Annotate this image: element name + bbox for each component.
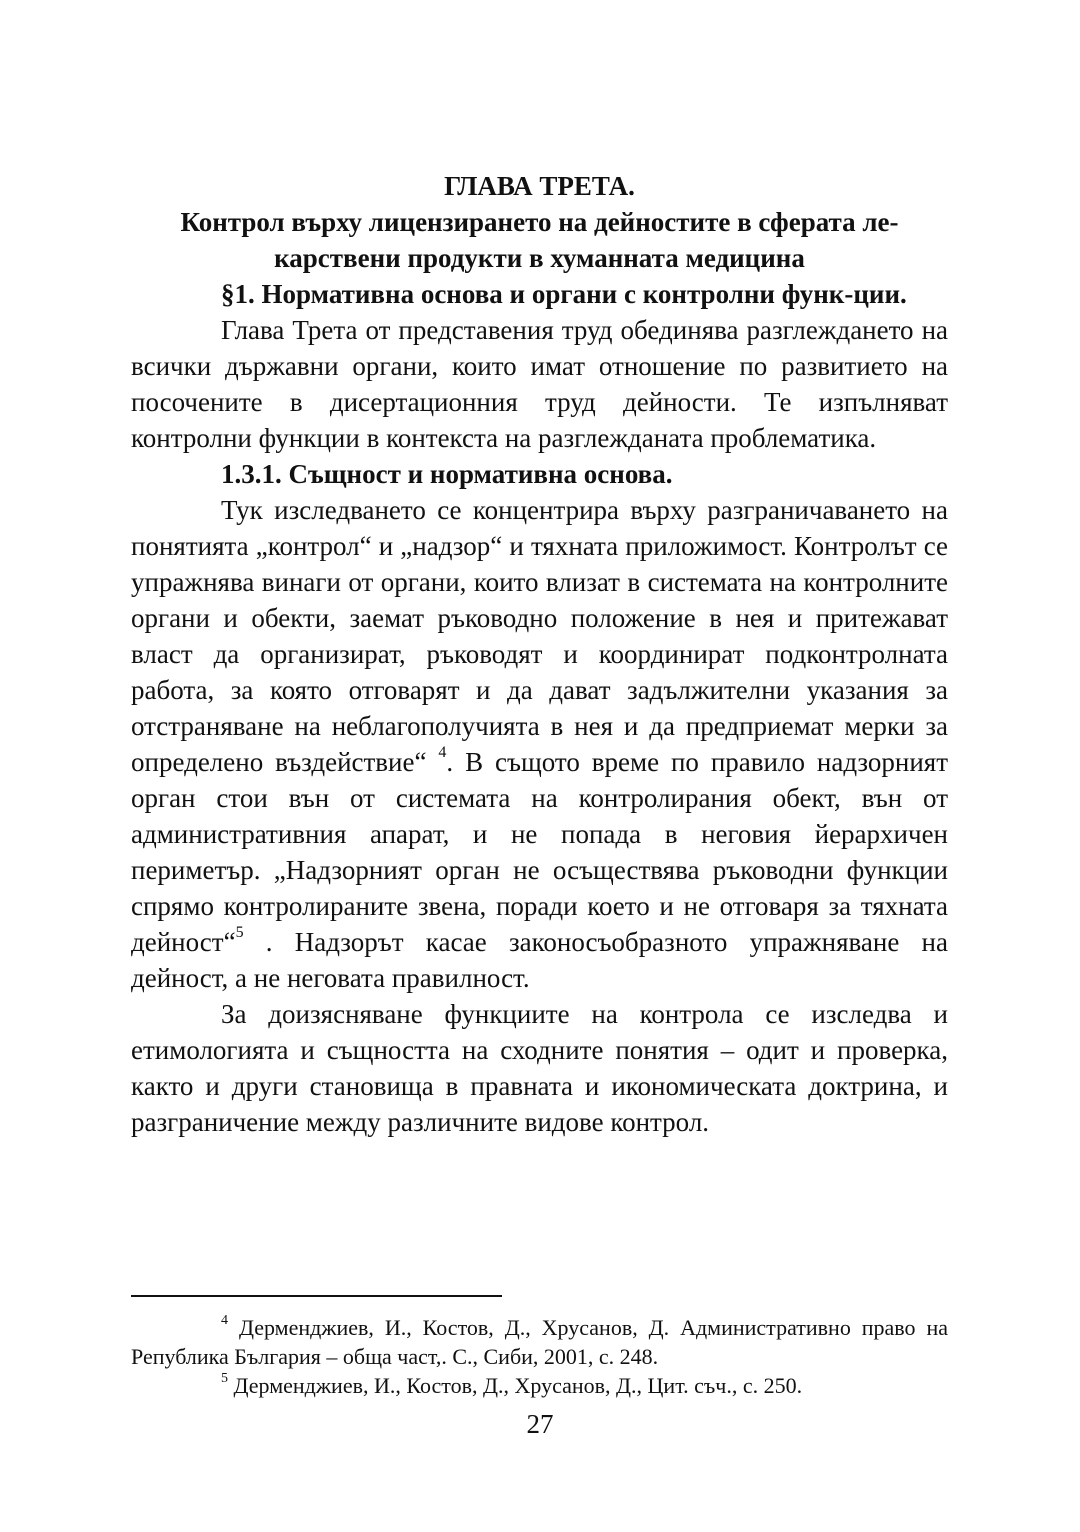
footnote-text: Дерменджиев, И., Костов, Д., Хрусанов, Д. Административно право на Република България – обща част,. С., Сиби, 2001, с. 248. (131, 1315, 948, 1369)
paragraph2-part1: Тук изследването се концентрира върху разграничаването на понятията „контрол“ и „надзор“ и тяхната приложимост. Контролът се упражнява винаги от органи, които влизат в системата на контролните органи и обекти, заемат ръководно положение в нея и притежават власт да организират, ръководят и координират подконтролната работа, за която отговарят и да дават задължителни указания за отстраняване на неблагополучията в нея и да предприемат мерки за определено въздействие“ (131, 495, 948, 777)
chapter-title: ГЛАВА ТРЕТА. (444, 171, 635, 201)
paragraph-clarification: За доизясняване функциите на контрола се изследва и етимологията и същността на сходните понятия – одит и проверка, както и други становища в правната и икономическата доктрина, и разграничение между различните видове контрол. (131, 999, 948, 1137)
chapter-subtitle-line1: Контрол върху лицензирането на дейностите в сферата ле- (180, 207, 899, 237)
footnotes (131, 1313, 948, 1400)
paragraph-intro: Глава Трета от представения труд обединява разглеждането на всички държавни органи, които имат отношение по развитието на посочените в дисертационния труд дейности. Те изпълняват контролни функции в контекста на разглежданата проблематика. (131, 315, 948, 453)
footnote-number: 5 (221, 1370, 228, 1386)
paragraph2-part2: . В същото време по правило надзорният орган стои вън от системата на контролирания обект, вън от административния апарат, и не попада в неговия йерархичен периметър. „Надзорният орган не осъществява ръководни функции спрямо контролираните звена, поради което и не отговаря за тяхната дейност“ (131, 747, 949, 957)
footnote-number: 4 (221, 1312, 228, 1328)
paragraph-control-supervision (131, 492, 948, 996)
footnote-divider (131, 1295, 502, 1297)
page-body (131, 168, 948, 1140)
footnote-ref-4[interactable]: 4 (438, 744, 447, 761)
section-heading: §1. Нормативна основа и органи с контролни функ-ции. (221, 279, 907, 309)
paragraph2-part3: . Надзорът касае законосъобразното упражняване на дейност, а не неговата правилност. (131, 927, 948, 993)
chapter-subtitle (131, 204, 948, 276)
page-number: 27 (526, 1409, 554, 1439)
footnote-item (131, 1313, 948, 1371)
footnote-ref-5[interactable]: 5 (235, 924, 244, 941)
footnote-text: Дерменджиев, И., Костов, Д., Хрусанов, Д., Цит. съч., с. 250. (233, 1373, 803, 1398)
subsection-heading: 1.3.1. Същност и нормативна основа. (221, 459, 673, 489)
chapter-subtitle-line2: карствени продукти в хуманната медицина (274, 243, 805, 273)
footnote-item (131, 1371, 948, 1400)
